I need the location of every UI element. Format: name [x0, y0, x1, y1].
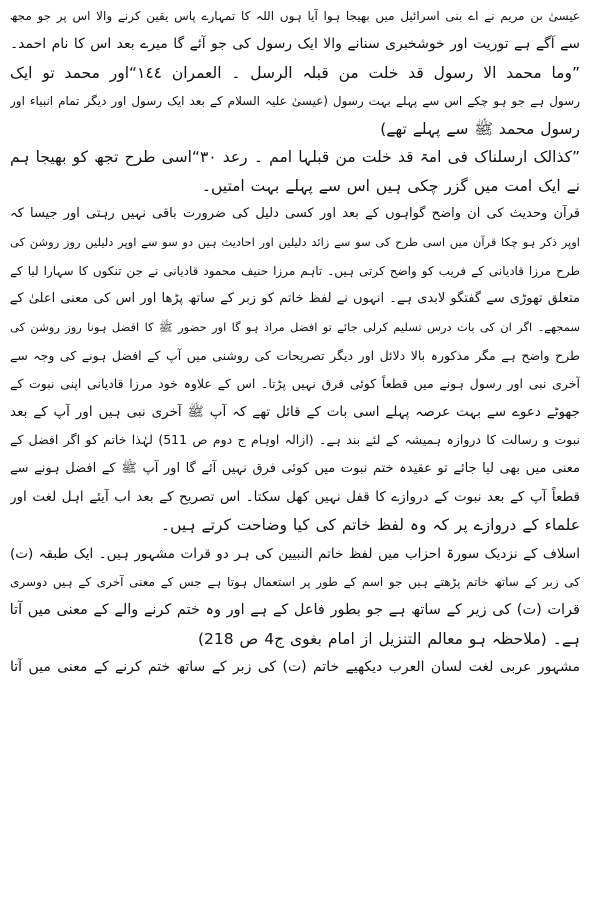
text-line: متعلق تھوڑی سے گفتگو لابدی ہے۔ انہوں نے لفظ خاتم کو زبر کے ساتھ پڑھا اور اس کی معنی اعلیٰ کے [10, 290, 580, 306]
text-line: معنی میں بھی لیا جائے تو عقیدہ ختم نبوت میں کوئی فرق نہیں آئے گا اور آپ ﷺ کے افضل ہونے سے [10, 460, 580, 476]
citation-line: ہے۔ (ملاحظہ ہو معالم التنزیل از امام بغوی ج4 ص 218) [197, 629, 580, 648]
text-line: سمجھے۔ اگر ان کی بات درس تسلیم کرلی جائے تو افضل مراد ہو گا اور حضور ﷺ کا افضل ہونا روز روشن کی [10, 320, 580, 335]
text-line: آخری نبی اور رسول ہونے میں قطعاً کوئی فرق نہیں پڑتا۔ اس کے علاوہ خود مرزا قادیانی اپنی نبوت کے [10, 375, 580, 391]
text-line: قرات (ت) کی زیر کے ساتھ ہے جو بطور فاعل کے ہے اور وہ ختم کرنے والے کے معنی میں آتا [10, 602, 580, 619]
text-line: قطعاً آپ کے بعد نبوت کے دروازے کا قفل نہیں کھل سکتا۔ اس تصریح کے بعد اب آیئے اہل لغت اور [10, 489, 580, 506]
text-line: نبوت و رسالت کا دروازہ ہمیشہ کے لئے بند ہے۔ (ازالہ اوہام ج دوم ص 511) لہٰذا خاتم کو اگر افضل کے [10, 432, 580, 448]
text-line: طرح واضح ہے مگر مذکورہ بالا دلائل اور دیگر تصریحات کی روشنی میں آپ کے افضل ہونے کی وجہ سے [10, 347, 580, 363]
quranic-quote-line: ”وما محمد الا رسول قد خلت من قبلہ الرسل ۔ العمران ۱٤٤“اور محمد تو ایک [10, 63, 580, 82]
text-line: اوپر ذکر ہو چکا قرآن میں اسی طرح کی سو سے زائد دلیلیں اور احادیث ہیں دو سو سے اوپر دلیلیں روز روشن کی [10, 235, 580, 250]
text-line: عیسیٰ بن مریم نے اے بنی اسرائیل میں بھیجا ہوا آیا ہوں اللہ کا تمہارے پاس یقین کرنے والا اس پر جو مجھ [10, 9, 580, 23]
text-line: طرح مرزا قادیانی کے فریب کو واضح کرتی ہیں۔ تاہم مرزا حنیف محمود قادیانی نے جن تنکوں کا سہارا لیا کے [10, 263, 580, 278]
text-line: جھوٹے دعوے سے بہت عرصہ پہلے اسی بات کے قائل تھے کہ آپ ﷺ آخری نبی ہیں اور آپ کے بعد [10, 404, 580, 421]
paragraph-line: قرآن وحدیث کی ان واضح گواہوں کے بعد اور کسی دلیل کی ضرورت باقی نہیں رہتی اور جیسا کہ [10, 206, 580, 222]
text-line: علماء کے دروازے پر کہ وہ لفظ خاتم کی کیا وضاحت کرتے ہیں۔ [160, 516, 580, 535]
paragraph-line: مشہور عربی لغت لسان العرب دیکھیے خاتم (ت) کی زبر کے ساتھ ختم کرنے کے معنی میں آتا [10, 658, 580, 675]
text-line: رسول ہے جو ہو چکے اس سے پہلے بہت رسول (عیسیٰ علیہ السلام کے بعد ایک رسول اور دیگر تمام انبیاء اور [10, 93, 580, 108]
text-line: نے ایک امت میں گزر چکی ہیں اس سے پہلے بہت امتیں۔ [201, 176, 580, 195]
text-line: رسول محمد ﷺ سے پہلے تھے) [380, 120, 580, 139]
text-line: سے آگے ہے توریت اور خوشخبری سنانے والا ایک رسول کی جو آئے گا میرے بعد اس کا نام احمد۔ [10, 36, 580, 53]
quranic-quote-line: ”کذالک ارسلناک فی امۃ قد خلت من قبلہا امم ۔ رعد ۳۰“اسی طرح تجھ کو بھیجا ہم [10, 148, 580, 167]
text-line: کی زبر کے ساتھ خاتم پڑھتے ہیں جو اسم کے طور پر استعمال ہوتا ہے جس کے معنی آخری کے ہیں دوسری [10, 574, 580, 589]
paragraph-line: اسلاف کے نزدیک سورۃ احزاب میں لفظ خاتم النبیین کی ہر دو قرات مشہور ہیں۔ ایک طبقہ (ت) [10, 545, 580, 562]
